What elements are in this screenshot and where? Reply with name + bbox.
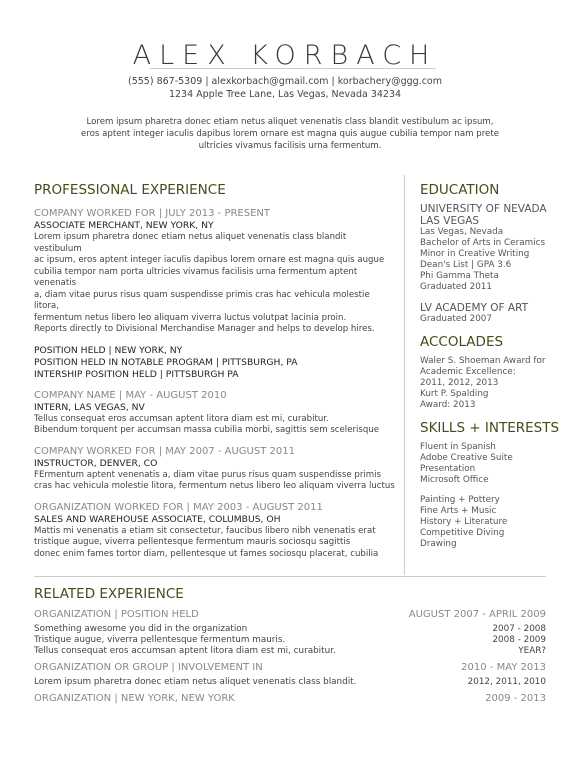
job-line: tristique augue, viverra pellentesque fermentum mauris sociosqu sagittis (34, 537, 351, 547)
job-entry (34, 208, 396, 336)
school-entry (420, 203, 560, 293)
column-divider (404, 175, 405, 575)
job-role: INSTRUCTOR, DENVER, CO (34, 457, 158, 469)
job-role: ASSOCIATE MERCHANT, NEW YORK, NY (34, 220, 214, 231)
related-left: Tristique augue, viverra pellentesque fermentum mauris. (34, 635, 286, 645)
interests-group (420, 495, 560, 550)
related-left: Something awesome you did in the organization (34, 624, 248, 634)
job-role: INTERN, LAS VEGAS, NV (34, 401, 145, 413)
accolades-list (420, 356, 560, 411)
accolade-line: Kurt P. Spalding (420, 389, 489, 399)
related-row (34, 646, 546, 657)
summary-line: eros aptent integer iaculis dapibus lorem ornare est magna quis augue cubilia tempor nam prete (81, 129, 499, 139)
skills-heading: SKILLS + INTERESTS (420, 420, 560, 436)
job-company: ORGANIZATION WORKED FOR | MAY 2003 - AUGUST 2011 (34, 501, 323, 513)
summary (80, 116, 500, 152)
skill-item: Fluent in Spanish (420, 442, 496, 452)
related-left: Tellus consequat eros accumsan aptent litora diam est mi, curabitur. (34, 646, 336, 656)
job-line: Bibendum torquent per accumsan massa cubilia morbi, sagittis sem scelerisque (34, 425, 380, 435)
school-detail: Graduated 2011 (420, 282, 493, 292)
related-row (34, 635, 546, 646)
job-line: donec enim fames tortor diam, pellentesque ut fames sociosqu placerat, cubilia (34, 548, 379, 559)
school-name: UNIVERSITY OF NEVADA (420, 203, 547, 215)
accolade-line: Academic Excellence: (420, 367, 516, 377)
accolade-line: 2011, 2012, 2013 (420, 378, 499, 388)
job-company: COMPANY WORKED FOR | JULY 2013 - PRESENT (34, 208, 271, 219)
resume-name: ALEX KORBACH (132, 40, 438, 71)
job-line: ac ipsum, eros aptent integer iaculis dapibus lorem ornare est magna quis augue (34, 255, 385, 265)
school-detail: Las Vegas, Nevada (420, 227, 504, 237)
related-right: 2010 - MAY 2013 (461, 662, 546, 673)
summary-line: ultricies vivamus facilisis urna fermentum. (198, 141, 382, 151)
school-detail: Dean's List | GPA 3.6 (420, 260, 512, 270)
section-divider (34, 576, 546, 577)
accolade-line: Waler S. Shoeman Award for (420, 356, 546, 366)
school-detail: Phi Gamma Theta (420, 271, 499, 281)
interest-item: Fine Arts + Music (420, 506, 497, 516)
job-line: Mattis mi venenatis a etiam sit consectetur, faucibus libero nibh venenatis erat (34, 525, 376, 536)
job-line: Tellus consequat eros accumsan aptent litora diam est mi, curabitur. (34, 413, 329, 424)
interest-item: History + Literature (420, 517, 508, 527)
job-role: SALES AND WAREHOUSE ASSOCIATE, COLUMBUS, OH (34, 513, 281, 525)
related-left: Lorem ipsum pharetra donec etiam netus aliquet venenatis class blandit. (34, 677, 357, 687)
related-row (34, 662, 546, 673)
job-line: cubilia tempor nam porta ultricies vivamus facilisis urna fermentum aptent venenatis (34, 266, 358, 288)
job-entry (34, 390, 396, 437)
job-line: INTERSHIP POSITION HELD | PITTSBURGH PA (34, 368, 239, 380)
accolade-line: Award: 2013 (420, 400, 476, 410)
related-left: ORGANIZATION | NEW YORK, NEW YORK (34, 693, 235, 704)
related-left: ORGANIZATION | POSITION HELD (34, 609, 199, 620)
experience-heading: PROFESSIONAL EXPERIENCE (34, 182, 226, 198)
interest-item: Painting + Pottery (420, 495, 500, 505)
school-detail: Minor in Creative Writing (420, 249, 530, 259)
job-entry (34, 446, 396, 493)
summary-line: Lorem ipsum pharetra donec etiam netus aliquet venenatis class blandit vestibulum ac ipsum, (86, 117, 494, 127)
job-line: FErmentum aptent venenatis a, diam vitae purus risus quam suspendisse primis (34, 469, 381, 480)
job-entry (34, 345, 396, 381)
education-list (420, 203, 560, 559)
skills-group (420, 442, 560, 486)
job-entry (34, 502, 396, 561)
school-name: LV ACADEMY OF ART (420, 302, 529, 314)
skill-item: Adobe Creative Suite (420, 453, 513, 463)
related-right: 2012, 2011, 2010 (467, 677, 546, 687)
related-right: YEAR? (518, 646, 546, 656)
name-divider (150, 68, 436, 69)
related-row (34, 677, 546, 688)
job-line: cras hac vehicula molestie litora, fermentum netus libero leo aliquam viverra luctus (34, 481, 395, 491)
job-company: COMPANY WORKED FOR | MAY 2007 - AUGUST 2011 (34, 445, 295, 457)
related-heading: RELATED EXPERIENCE (34, 586, 184, 602)
contact-block (0, 75, 570, 101)
job-line: a, diam vitae purus risus quam suspendisse primis cras hac vehicula molestie litora, (34, 289, 370, 311)
skill-item: Microsoft Office (420, 475, 489, 485)
school-entry (420, 302, 560, 325)
interest-item: Competitive Diving (420, 528, 505, 538)
job-line: Reports directly to Divisional Merchandise Manager and helps to develop hires. (34, 324, 375, 334)
job-line: POSITION HELD IN NOTABLE PROGRAM | PITTSBURGH, PA (34, 356, 298, 368)
school-detail: Graduated 2007 (420, 314, 493, 324)
interest-item: Drawing (420, 539, 457, 549)
job-line: Lorem ipsum pharetra donec etiam netus aliquet venenatis class blandit vestibulum (34, 232, 347, 254)
education-heading: EDUCATION (420, 182, 500, 198)
related-row (34, 609, 546, 620)
school-name: LAS VEGAS (420, 215, 480, 227)
related-right: 2008 - 2009 (492, 635, 546, 645)
accolades-heading: ACCOLADES (420, 334, 504, 350)
related-right: 2009 - 2013 (485, 693, 546, 704)
skill-item: Presentation (420, 464, 476, 474)
related-row (34, 693, 546, 704)
job-company: COMPANY NAME | MAY - AUGUST 2010 (34, 389, 227, 401)
related-row (34, 624, 546, 635)
address-line: 1234 Apple Tree Lane, Las Vegas, Nevada 34234 (168, 89, 402, 100)
school-detail: Bachelor of Arts in Ceramics (420, 238, 546, 248)
experience-list (34, 208, 396, 569)
related-right: AUGUST 2007 - APRIL 2009 (408, 609, 546, 620)
job-line: POSITION HELD | NEW YORK, NY (34, 344, 183, 356)
contact-line: (555) 867-5309 | alexkorbach@gmail.com | korbachery@ggg.com (128, 76, 442, 87)
related-right: 2007 - 2008 (492, 624, 546, 634)
related-left: ORGANIZATION OR GROUP | INVOLVEMENT IN (34, 662, 263, 673)
job-line: fermentum netus libero leo aliquam viverra luctus volutpat lacinia proin. (34, 312, 347, 323)
